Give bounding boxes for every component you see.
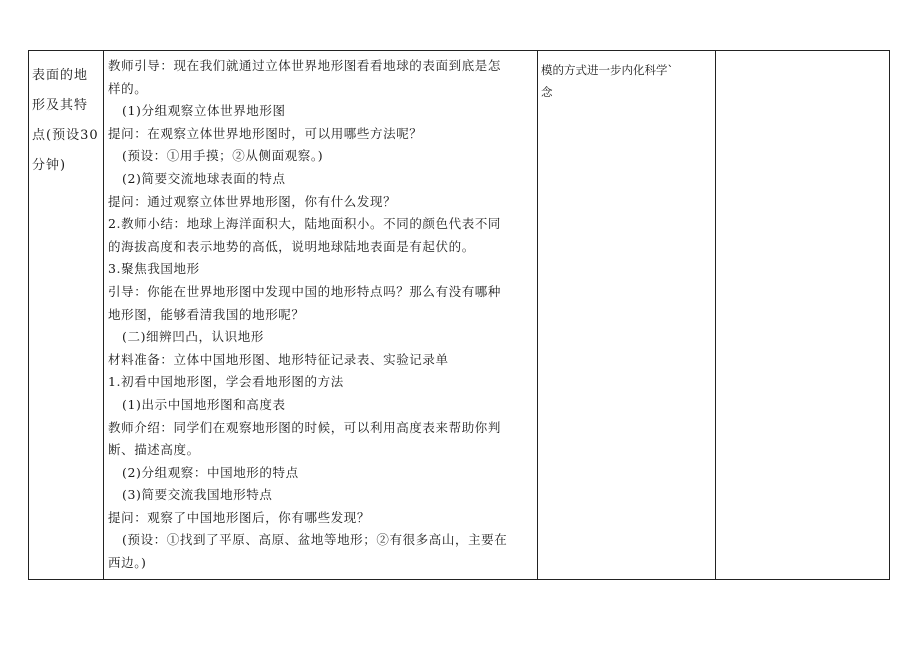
design-intent-text bbox=[538, 51, 715, 103]
text-line: (2)简要交流地球表面的特点 bbox=[122, 170, 286, 186]
text-line: (1)出示中国地形图和高度表 bbox=[122, 396, 286, 412]
text-line: 地形图，能够看清我国的地形呢？ bbox=[108, 306, 305, 322]
text-line: 1.初看中国地形图，学会看地形图的方法 bbox=[108, 374, 344, 390]
text-line: (预设：①用手摸；②从侧面观察。) bbox=[122, 148, 324, 164]
text-line: (2)分组观察：中国地形的特点 bbox=[122, 464, 299, 480]
text-line: 教师引导：现在我们就通过立体世界地形图看看地球的表面到底是怎 bbox=[108, 58, 502, 73]
teaching-process bbox=[104, 51, 537, 575]
text-line: 点(预设30 bbox=[32, 128, 99, 143]
text-line: (二)细辨凹凸，认识地形 bbox=[122, 329, 264, 345]
text-line: 念 bbox=[541, 85, 553, 99]
text-line: 模的方式进一步内化科学` bbox=[541, 63, 674, 77]
text-line: 引导：你能在世界地形图中发现中国的地形特点吗？那么有没有哪种 bbox=[108, 283, 502, 299]
text-line: 2.教师小结：地球上海洋面积大，陆地面积小。不同的颜色代表不同 bbox=[108, 216, 502, 232]
text-line: 西边。) bbox=[108, 555, 147, 571]
topic-cell bbox=[29, 51, 104, 580]
blank-cell bbox=[716, 51, 890, 580]
text-line: 教师介绍：同学们在观察地形图的时候，可以利用高度表来帮助你判 bbox=[108, 419, 502, 435]
text-line: (1)分组观察立体世界地形图 bbox=[122, 103, 286, 119]
text-line: 表面的地 bbox=[32, 68, 89, 83]
text-line: 提问：观察了中国地形图后，你有哪些发现？ bbox=[108, 509, 371, 525]
text-line: 形及其特 bbox=[32, 98, 89, 113]
text-line: 样的。 bbox=[108, 80, 148, 96]
text-line: (预设：①找到了平原、高原、盆地等地形；②有很多高山，主要在 bbox=[122, 532, 508, 548]
text-line: 3.聚焦我国地形 bbox=[108, 261, 200, 277]
text-line: 提问：在观察立体世界地形图时，可以用哪些方法呢？ bbox=[108, 125, 423, 141]
lesson-plan-table bbox=[28, 50, 890, 580]
text-line: 提问：通过观察立体世界地形图，你有什么发现？ bbox=[108, 193, 397, 209]
process-cell bbox=[104, 51, 538, 580]
intent-cell bbox=[538, 51, 716, 580]
table-row bbox=[29, 51, 890, 580]
topic-text bbox=[29, 51, 103, 181]
text-line: (3)简要交流我国地形特点 bbox=[122, 487, 273, 503]
text-line: 材料准备：立体中国地形图、地形特征记录表、实验记录单 bbox=[108, 351, 449, 367]
text-line: 的海拔高度和表示地势的高低，说明地球陆地表面是有起伏的。 bbox=[108, 238, 475, 254]
text-line: 分钟) bbox=[32, 158, 67, 173]
text-line: 断、描述高度。 bbox=[108, 442, 200, 458]
